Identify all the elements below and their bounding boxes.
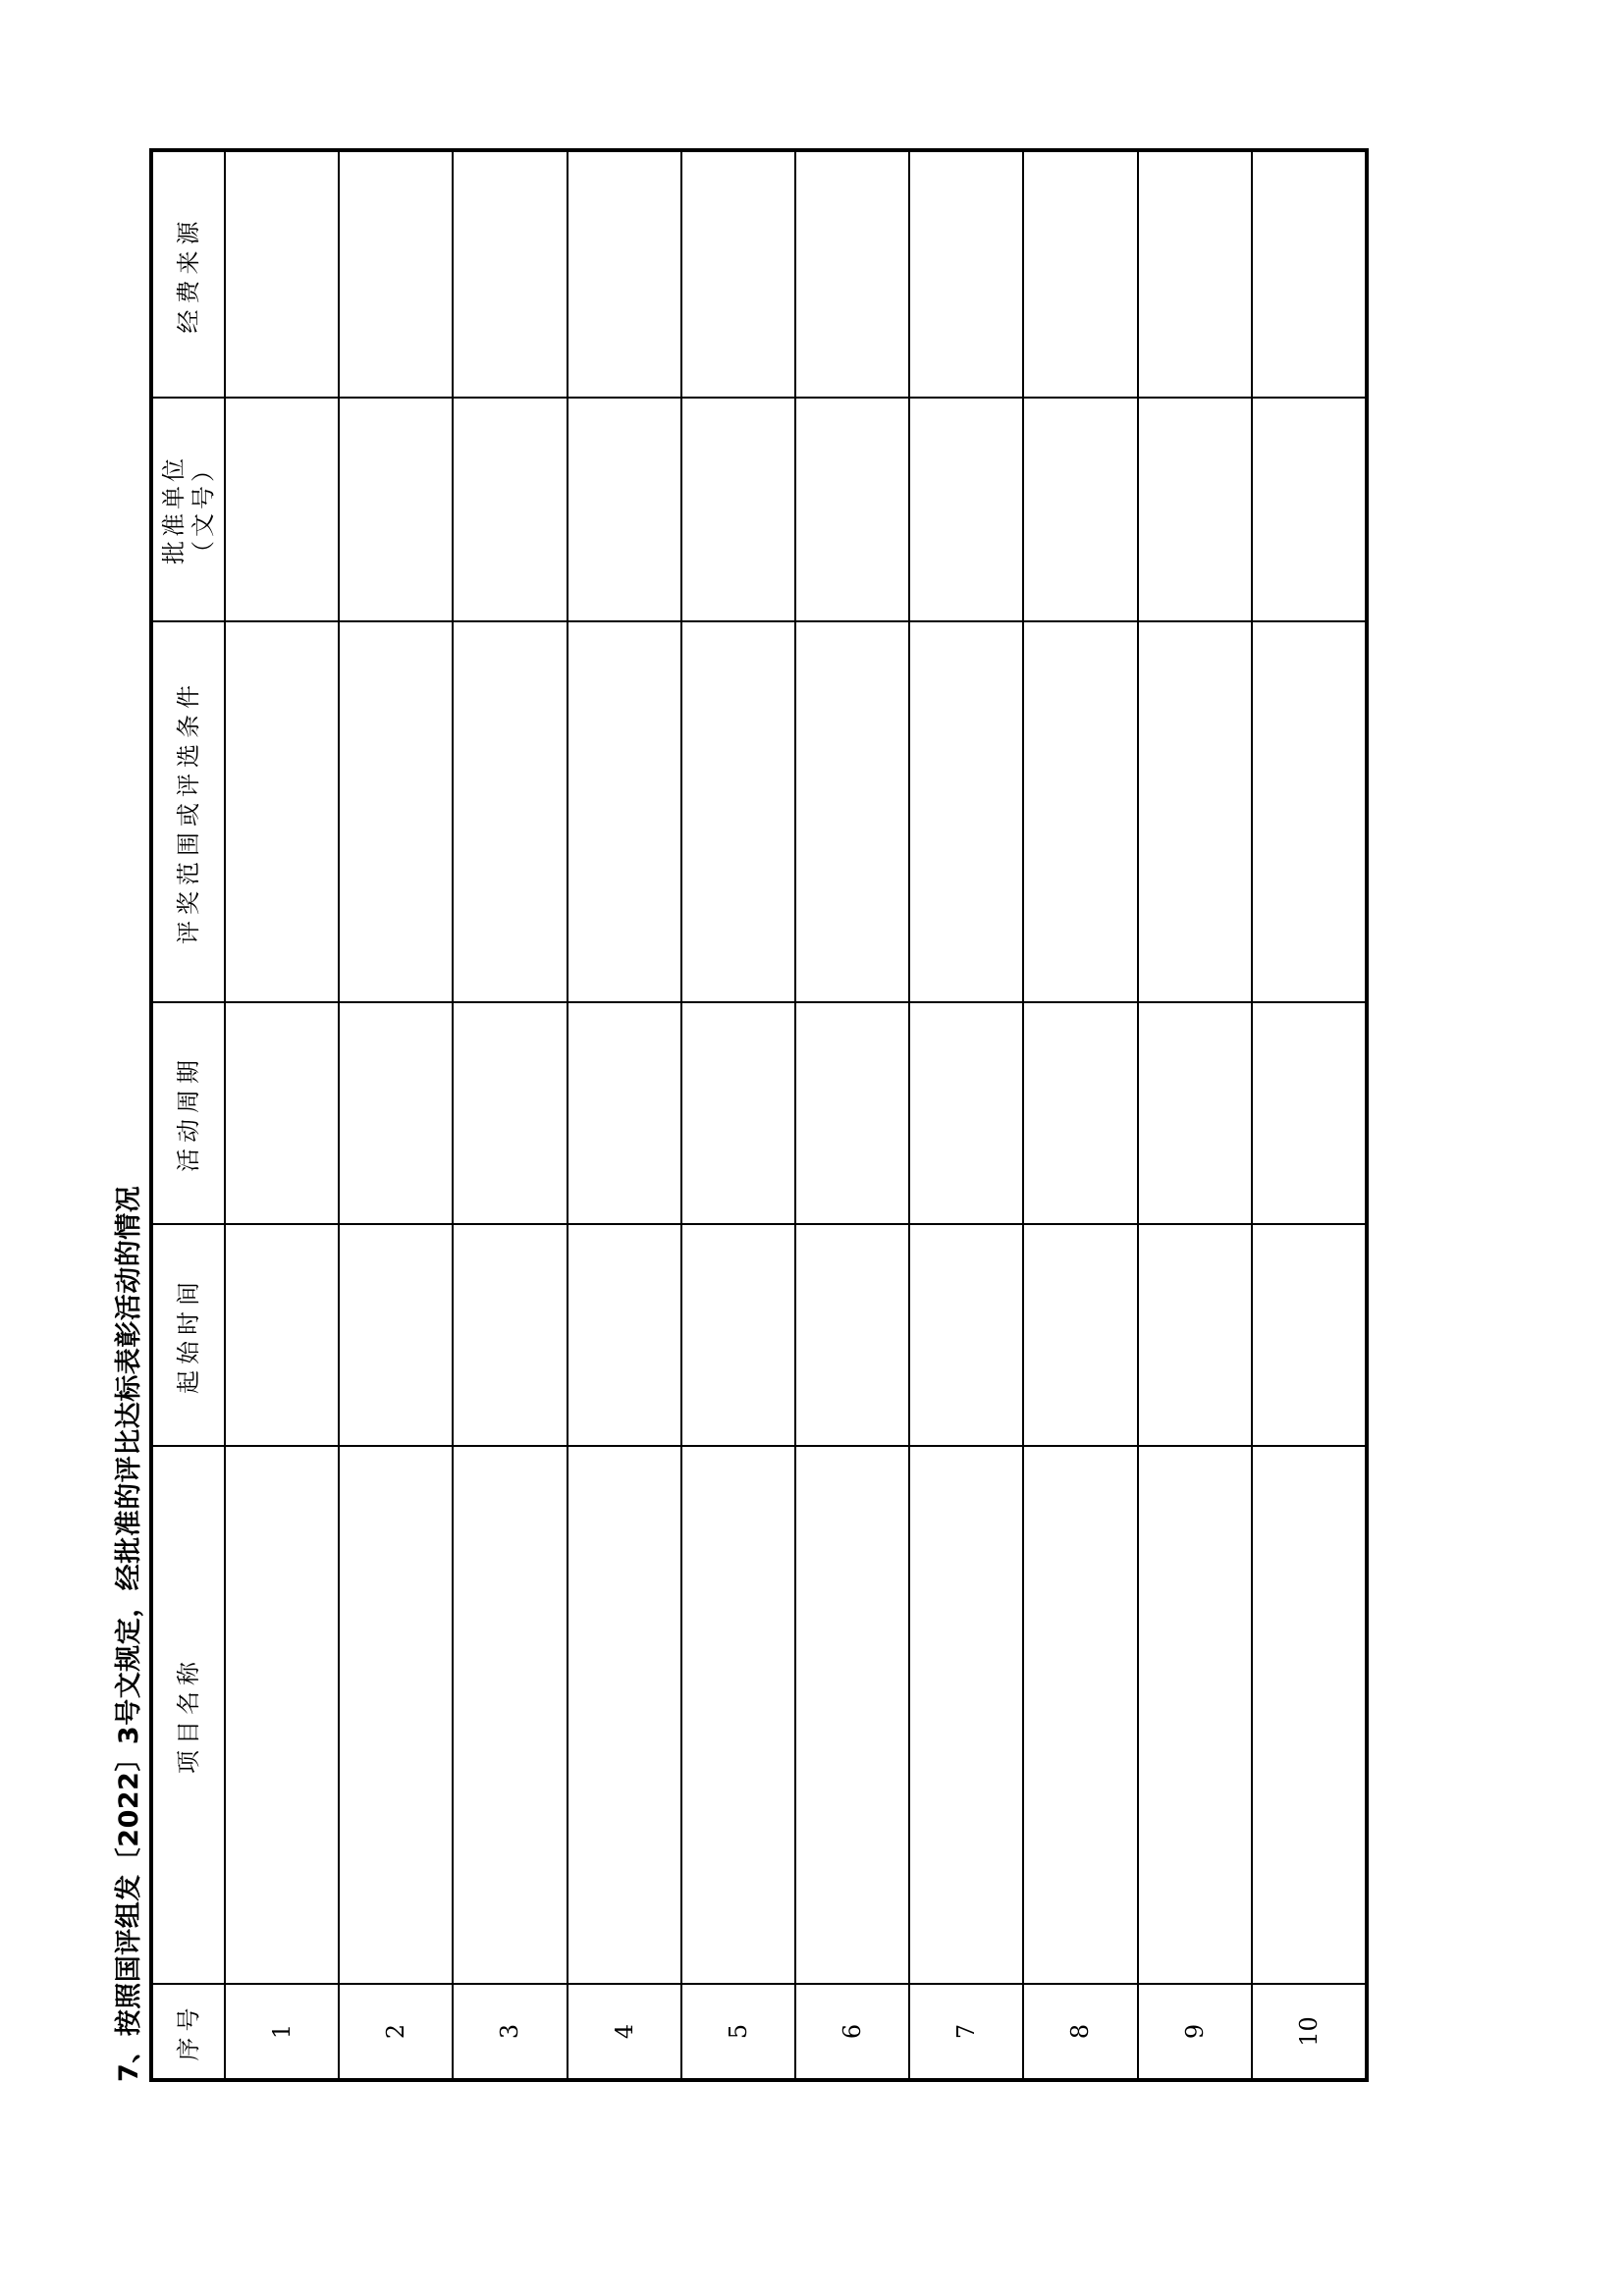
seq-cell: 10 xyxy=(1252,1984,1367,2080)
funding-cell xyxy=(795,150,909,398)
approval-cell xyxy=(453,398,567,621)
scope-cell xyxy=(909,621,1023,1002)
start-time-cell xyxy=(225,1224,339,1446)
table-row xyxy=(681,150,795,2080)
start-time-cell xyxy=(339,1224,453,1446)
seq-cell: 3 xyxy=(453,1984,567,2080)
start-time-cell xyxy=(1023,1224,1137,1446)
cycle-cell xyxy=(339,1002,453,1224)
start-time-cell xyxy=(453,1224,567,1446)
seq-cell: 2 xyxy=(339,1984,453,2080)
award-activities-table xyxy=(149,148,1369,2082)
cycle-cell xyxy=(795,1002,909,1224)
cycle-cell xyxy=(909,1002,1023,1224)
project-name-cell xyxy=(1252,1446,1367,1984)
cycle-cell xyxy=(1138,1002,1252,1224)
approval-cell xyxy=(339,398,453,621)
scope-cell xyxy=(1138,621,1252,1002)
scope-cell xyxy=(339,621,453,1002)
cycle-cell xyxy=(225,1002,339,1224)
start-time-cell xyxy=(795,1224,909,1446)
approval-cell xyxy=(1252,398,1367,621)
table-row xyxy=(1252,150,1367,2080)
rotated-page xyxy=(0,177,1394,2109)
funding-cell xyxy=(909,150,1023,398)
project-name-cell xyxy=(795,1446,909,1984)
funding-cell xyxy=(1252,150,1367,398)
funding-cell xyxy=(681,150,795,398)
funding-cell xyxy=(225,150,339,398)
header-approval xyxy=(151,398,225,621)
header-scope: 评奖范围或评选条件 xyxy=(151,621,225,1002)
approval-cell xyxy=(681,398,795,621)
project-name-cell xyxy=(909,1446,1023,1984)
scope-cell xyxy=(795,621,909,1002)
header-row xyxy=(151,150,225,2080)
cycle-cell xyxy=(1023,1002,1137,1224)
funding-cell xyxy=(1023,150,1137,398)
header-approval-unit: 批准单位 xyxy=(160,454,188,564)
start-time-cell xyxy=(909,1224,1023,1446)
project-name-cell xyxy=(681,1446,795,1984)
scope-cell xyxy=(453,621,567,1002)
table-row xyxy=(453,150,567,2080)
seq-cell: 4 xyxy=(568,1984,681,2080)
approval-cell xyxy=(795,398,909,621)
page-title: 7、按照国评组发〔2022〕3号文规定，经批准的评比达标表彰活动的情况 xyxy=(114,1185,144,2082)
table-row xyxy=(795,150,909,2080)
cycle-cell xyxy=(681,1002,795,1224)
seq-cell: 8 xyxy=(1023,1984,1137,2080)
project-name-cell xyxy=(1138,1446,1252,1984)
approval-cell xyxy=(568,398,681,621)
project-name-cell xyxy=(225,1446,339,1984)
seq-cell: 5 xyxy=(681,1984,795,2080)
cycle-cell xyxy=(568,1002,681,1224)
scope-cell xyxy=(681,621,795,1002)
table-row xyxy=(568,150,681,2080)
scope-cell xyxy=(225,621,339,1002)
header-start-time: 起始时间 xyxy=(151,1224,225,1446)
scope-cell xyxy=(568,621,681,1002)
scope-cell xyxy=(1252,621,1367,1002)
table-row xyxy=(339,150,453,2080)
project-name-cell xyxy=(568,1446,681,1984)
header-seq: 序号 xyxy=(151,1984,225,2080)
project-name-cell xyxy=(453,1446,567,1984)
header-approval-doc: （文号） xyxy=(189,454,217,564)
table-row xyxy=(225,150,339,2080)
approval-cell xyxy=(1138,398,1252,621)
table-row xyxy=(909,150,1023,2080)
approval-cell xyxy=(909,398,1023,621)
header-funding: 经费来源 xyxy=(151,150,225,398)
seq-cell: 1 xyxy=(225,1984,339,2080)
seq-cell: 7 xyxy=(909,1984,1023,2080)
funding-cell xyxy=(339,150,453,398)
start-time-cell xyxy=(1252,1224,1367,1446)
header-project-name: 项目名称 xyxy=(151,1446,225,1984)
scope-cell xyxy=(1023,621,1137,1002)
cycle-cell xyxy=(453,1002,567,1224)
funding-cell xyxy=(1138,150,1252,398)
project-name-cell xyxy=(339,1446,453,1984)
table-row xyxy=(1023,150,1137,2080)
project-name-cell xyxy=(1023,1446,1137,1984)
cycle-cell xyxy=(1252,1002,1367,1224)
funding-cell xyxy=(453,150,567,398)
start-time-cell xyxy=(681,1224,795,1446)
header-cycle: 活动周期 xyxy=(151,1002,225,1224)
seq-cell: 9 xyxy=(1138,1984,1252,2080)
funding-cell xyxy=(568,150,681,398)
approval-cell xyxy=(1023,398,1137,621)
seq-cell: 6 xyxy=(795,1984,909,2080)
start-time-cell xyxy=(568,1224,681,1446)
approval-cell xyxy=(225,398,339,621)
table-row xyxy=(1138,150,1252,2080)
start-time-cell xyxy=(1138,1224,1252,1446)
